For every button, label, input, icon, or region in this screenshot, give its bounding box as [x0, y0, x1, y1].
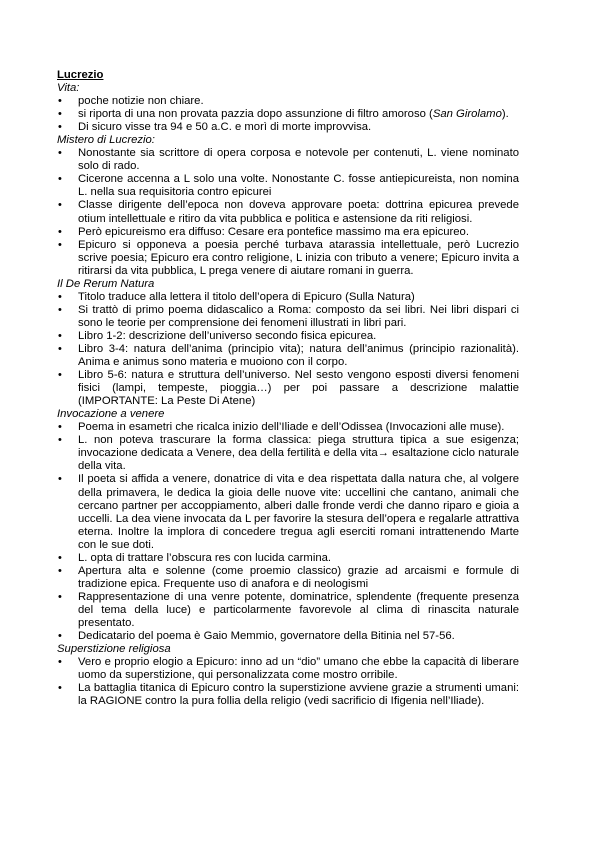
bullet-list-de-rerum-natura: [57, 291, 519, 408]
section-heading-de-rerum-natura: Il De Rerum Natura: [57, 277, 155, 290]
list-item-text: si riporta di una non provata pazzia dopo assunzione di filtro amoroso (: [78, 108, 433, 121]
list-item: • Dedicatario del poema è Gaio Memmio, governatore della Bitinia nel 57-56.: [57, 630, 519, 643]
section-heading-vita: Vita:: [57, 82, 80, 95]
list-item-text: ).: [501, 108, 509, 121]
section-heading-superstizione: Superstizione religiosa: [57, 643, 171, 656]
list-item: • Cicerone accenna a L solo una volte. Nonostante C. fosse antiepicureista, non nomina L. nella sua requisitoria contro epicurei: [57, 173, 519, 199]
list-item: • Rappresentazione di una venre potente, dominatrice, splendente (frequente presenza del tema della luce) e particolarmente favorevole al clima di rinascita naturale presentato.: [57, 591, 519, 630]
list-item: • Si trattò di primo poema didascalico a Roma: composto da sei libri. Nei libri dispari ci sono le teorie per comprensione dei fenomeni illustrati in libri pari.: [57, 304, 519, 330]
list-item: • Libro 5-6: natura e struttura dell’universo. Nel sesto vengono esposti diversi fenomeni fisici (lampi, tempeste, pioggia…) per poi passare a descrizione malattie (IMPORTANTE: La Peste Di Atene): [57, 369, 519, 408]
list-item: • Titolo traduce alla lettera il titolo dell’opera di Epicuro (Sulla Natura): [57, 291, 519, 304]
list-item: • Classe dirigente dell’epoca non doveva approvare poeta: dottrina epicurea prevede otium intellettuale e ritiro da vita pubblica e politica e astensione da riti religiosi.: [57, 199, 519, 225]
list-item: • L. opta di trattare l’obscura res con lucida carmina.: [57, 552, 519, 565]
list-item: • poche notizie non chiare.: [57, 95, 519, 108]
list-item: • La battaglia titanica di Epicuro contro la superstizione avviene grazie a strumenti umani: la RAGIONE contro la pura follia della religio (vedi sacrificio di Ifigenia nell’Iliade).: [57, 682, 519, 708]
list-item: • Nonostante sia scrittore di opera corposa e notevole per contenuti, L. viene nominato solo di rado.: [57, 147, 519, 173]
list-item: • Vero e proprio elogio a Epicuro: inno ad un “dio” umano che ebbe la capacità di liberare uomo da superstizione, qui personalizzata come mostro orribile.: [57, 656, 519, 682]
list-item: • Libro 1-2: descrizione dell’universo secondo fisica epicurea.: [57, 330, 519, 343]
list-item: • Libro 3-4: natura dell’anima (principio vita); natura dell’animus (principio razionalità). Anima e animus sono materia e muoiono con il corpo.: [57, 343, 519, 369]
list-item: • Di sicuro visse tra 94 e 50 a.C. e morì di morte improvvisa.: [57, 121, 519, 134]
section-heading-mistero: Mistero di Lucrezio:: [57, 134, 155, 147]
bullet-list-vita: [57, 95, 519, 134]
list-item: • Però epicureismo era diffuso: Cesare era pontefice massimo ma era epicureo.: [57, 226, 519, 239]
bullet-list-invocazione: [57, 421, 519, 643]
list-item: • Epicuro si opponeva a poesia perché turbava atarassia intellettuale, però Lucrezio scrive poesia; Epicuro era contro religione, L inizia con tributo a venere; Epicuro invita a ritirarsi da vita pubblica, L prega venere di aiutare romani in guerra.: [57, 239, 519, 278]
list-item-emphasis: San Girolamo: [432, 108, 502, 121]
list-item: • Il poeta si affida a venere, donatrice di vita e dea rispettata dalla natura che, al volgere della primavera, le dedica la gioia delle nuove vite: uccellini che cantano, animali che cercano partner per accoppiamento, alberi dalle fronde verdi che danno riparo e gioia a uccelli. La dea viene invocata da L per favorire la stesura dell’opera e regalarle attrattiva eterna. Inoltre la implora di concedere tregua agli eserciti romani intrattenendo Marte con le sue doti.: [57, 473, 519, 551]
section-heading-invocazione: Invocazione a venere: [57, 408, 165, 421]
bullet-list-superstizione: [57, 656, 519, 708]
list-item: • Apertura alta e solenne (come proemio classico) grazie ad arcaismi e formule di tradizione epica. Frequente uso di anafora e di neologismi: [57, 565, 519, 591]
document-title: Lucrezio: [57, 69, 104, 81]
document-page: [57, 69, 519, 708]
bullet-list-mistero: [57, 147, 519, 277]
list-item: • Poema in esametri che ricalca inizio dell’Iliade e dell’Odissea (Invocazioni alle muse).: [57, 421, 519, 434]
list-item: [57, 108, 519, 121]
list-item: • L. non poteva trascurare la forma classica: piega struttura tipica a sue esigenza; invocazione dedicata a Venere, dea della fertilità e della vita→ esaltazione ciclo naturale della vita.: [57, 434, 519, 473]
